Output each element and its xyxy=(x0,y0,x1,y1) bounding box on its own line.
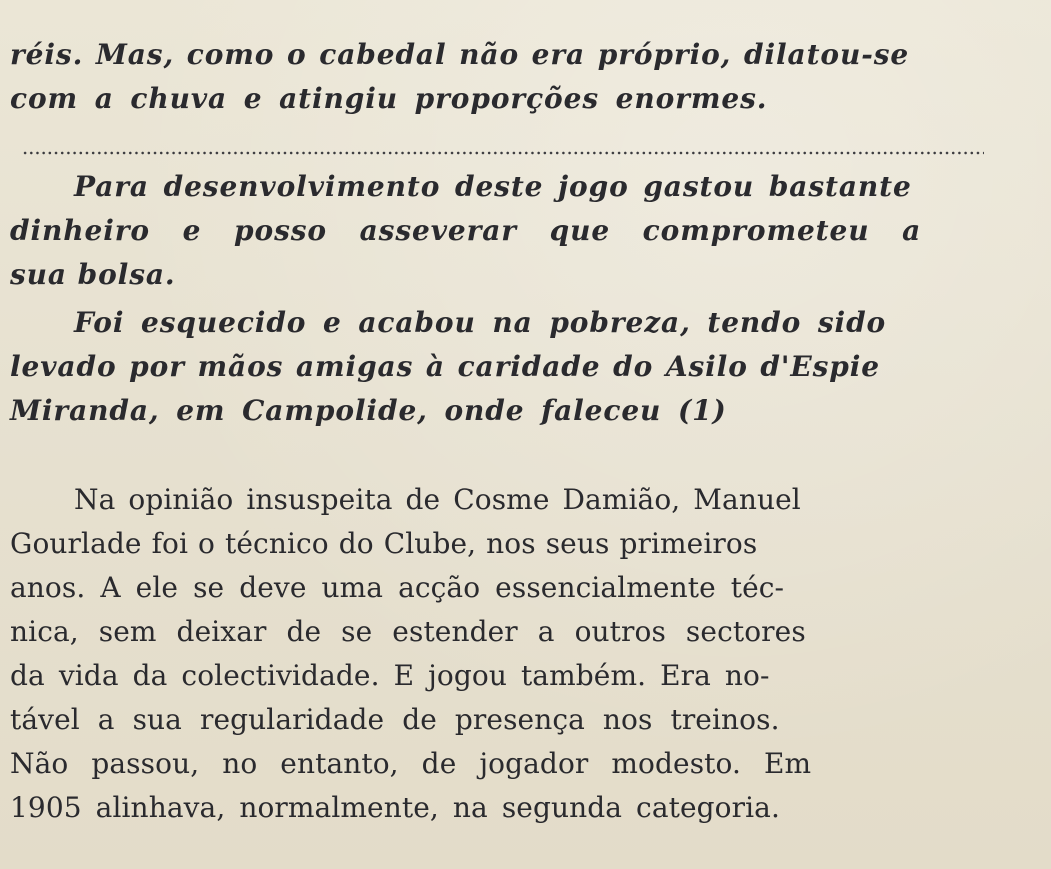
forgotten-line-2: levado por mãos amigas à caridade do Asilo d'Espie xyxy=(10,350,881,383)
gourlade-line-2: Gourlade foi o técnico do Clube, nos seus primeiros xyxy=(10,527,758,560)
dotted-separator xyxy=(22,151,984,155)
continuation-line-1: réis. Mas, como o cabedal não era próprio, dilatou-se xyxy=(10,38,910,71)
gourlade-line-5: da vida da colectividade. E jogou também. Era no- xyxy=(10,659,770,692)
gourlade-line-8: 1905 alinhava, normalmente, na segunda categoria. xyxy=(10,791,780,824)
development-line-1: Para desenvolvimento deste jogo gastou bastante xyxy=(74,170,912,203)
gourlade-line-7: Não passou, no entanto, de jogador modesto. Em xyxy=(10,747,812,780)
development-line-3: sua bolsa. xyxy=(10,258,176,291)
gourlade-line-1: Na opinião insuspeita de Cosme Damião, Manuel xyxy=(74,483,801,516)
forgotten-line-3: Miranda, em Campolide, onde faleceu (1) xyxy=(10,394,727,427)
gourlade-line-6: tável a sua regularidade de presença nos treinos. xyxy=(10,703,780,736)
development-line-2: dinheiro e posso asseverar que comprometeu a xyxy=(10,214,922,247)
bleed-through-text xyxy=(551,0,1051,869)
gourlade-line-3: anos. A ele se deve uma acção essencialmente téc- xyxy=(10,571,785,604)
gourlade-line-4: nica, sem deixar de se estender a outros sectores xyxy=(10,615,806,648)
continuation-line-2: com a chuva e atingiu proporções enormes. xyxy=(10,82,768,115)
forgotten-line-1: Foi esquecido e acabou na pobreza, tendo sido xyxy=(74,306,887,339)
